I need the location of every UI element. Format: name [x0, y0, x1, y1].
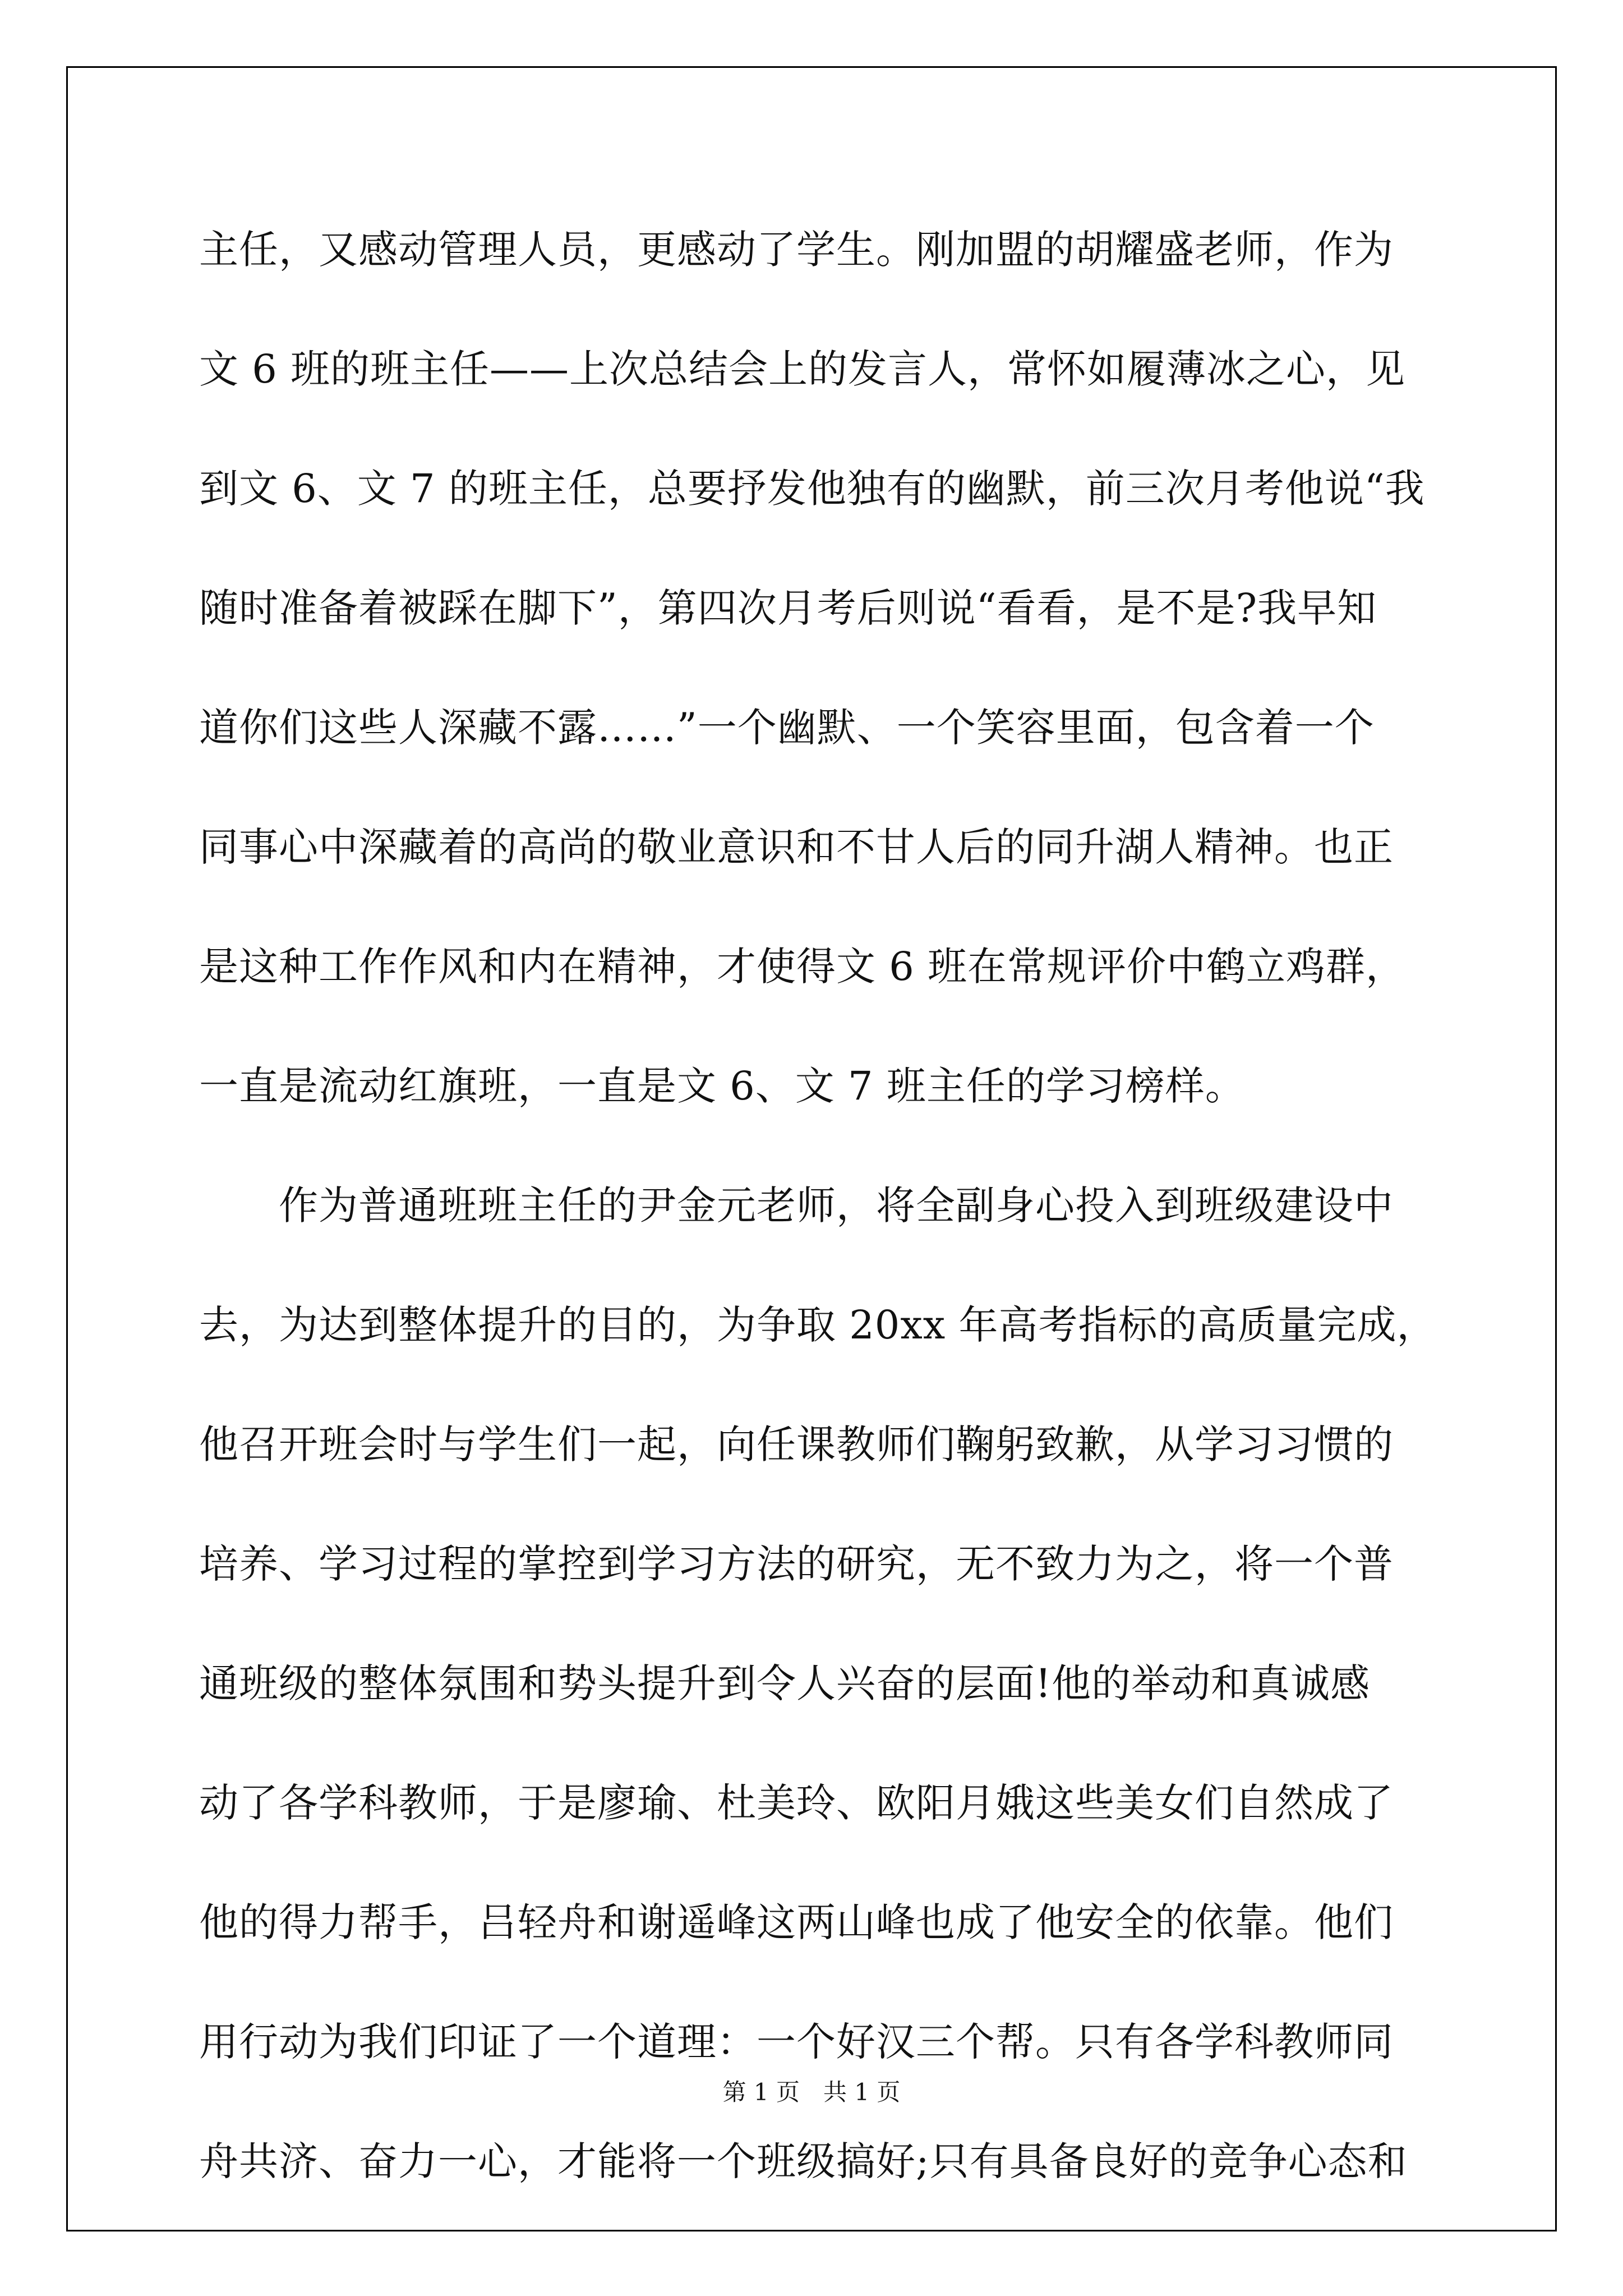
text-line: 去，为达到整体提升的目的，为争取 20xx 年高考指标的高质量完成，	[199, 1302, 1437, 1348]
text-line: 他召开班会时与学生们一起，向任课教师们鞠躬致歉，从学习习惯的	[199, 1421, 1394, 1467]
text-line: 动了各学科教师，于是廖瑜、杜美玲、欧阳月娥这些美女们自然成了	[199, 1780, 1394, 1826]
page-number-footer: 第 1 页 共 1 页	[722, 2078, 901, 2106]
text-line: 通班级的整体氛围和势头提升到令人兴奋的层面!他的举动和真诚感	[199, 1660, 1371, 1706]
paragraph-first-line: 作为普通班班主任的尹金元老师，将全副身心投入到班级建设中	[279, 1182, 1394, 1228]
text-line: 培养、学习过程的掌控到学习方法的研究，无不致力为之，将一个普	[199, 1541, 1394, 1587]
text-line: 同事心中深藏着的高尚的敬业意识和不甘人后的同升湖人精神。也正	[199, 824, 1394, 870]
text-line: 到文 6、文 7 的班主任，总要抒发他独有的幽默，前三次月考他说“我	[199, 466, 1425, 512]
text-line: 用行动为我们印证了一个道理：一个好汉三个帮。只有各学科教师同	[199, 2019, 1394, 2065]
text-line: 舟共济、奋力一心，才能将一个班级搞好;只有具备良好的竞争心态和	[199, 2138, 1408, 2184]
text-line: 一直是流动红旗班，一直是文 6、文 7 班主任的学习榜样。	[199, 1063, 1245, 1109]
text-line: 是这种工作作风和内在精神，才使得文 6 班在常规评价中鹤立鸡群，	[199, 944, 1406, 990]
text-line: 文 6 班的班主任——上次总结会上的发言人，常怀如履薄冰之心，见	[199, 346, 1406, 392]
text-line: 他的得力帮手，吕轻舟和谢遥峰这两山峰也成了他安全的依靠。他们	[199, 1899, 1394, 1945]
text-line: 道你们这些人深藏不露……”一个幽默、一个笑容里面，包含着一个	[199, 705, 1375, 751]
text-line: 主任，又感动管理人员，更感动了学生。刚加盟的胡耀盛老师，作为	[199, 227, 1394, 273]
text-line: 随时准备着被踩在脚下”，第四次月考后则说“看看，是不是?我早知	[199, 585, 1377, 631]
